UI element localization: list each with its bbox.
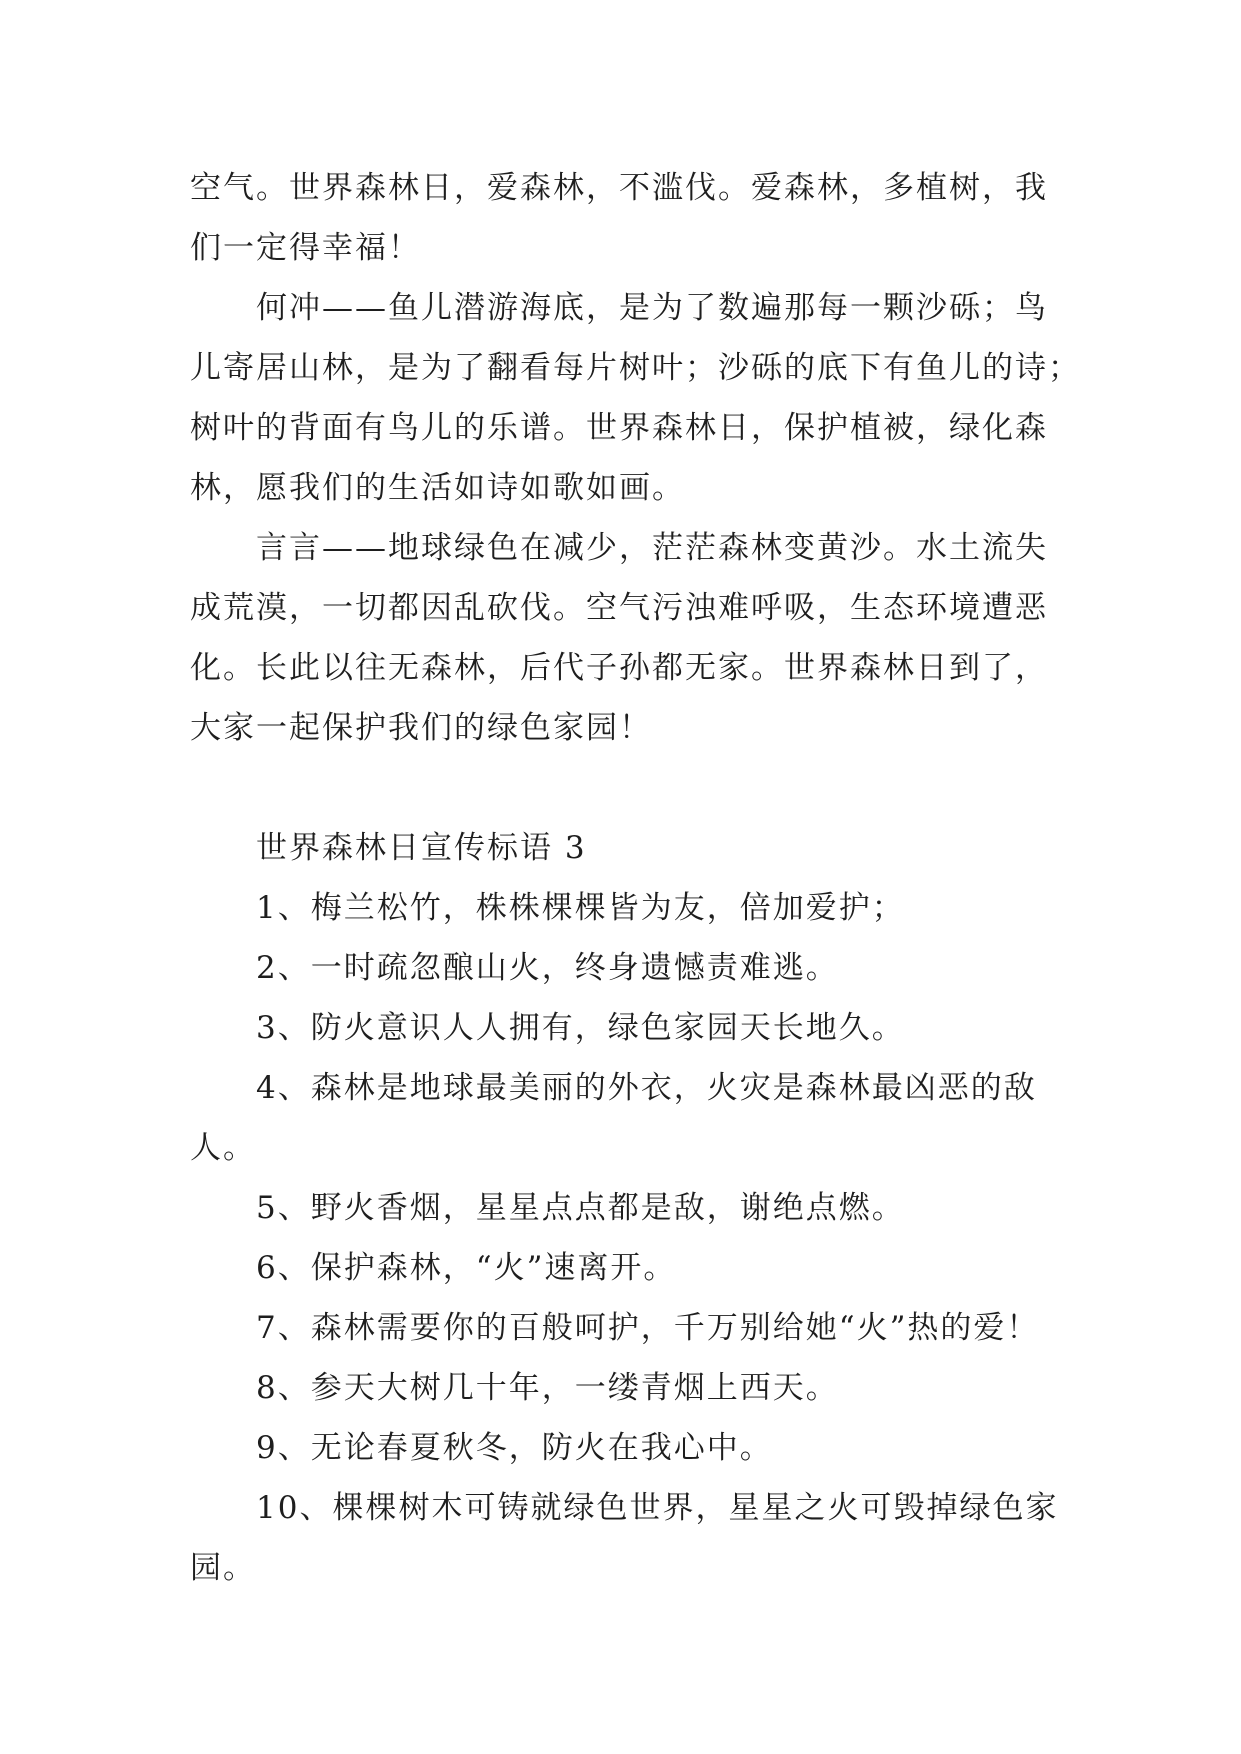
text-line: 林，愿我们的生活如诗如歌如画。 [190,470,685,506]
slogan-item: 6、保护森林，“火”速离开。 [256,1250,677,1286]
text-line: 何冲——鱼儿潜游海底，是为了数遍那每一颗沙砾；鸟 [256,290,1048,326]
slogan-item: 8、参天大树几十年，一缕青烟上西天。 [256,1370,839,1406]
slogan-item: 3、防火意识人人拥有，绿色家园天长地久。 [256,1010,905,1046]
slogan-item: 7、森林需要你的百般呵护，千万别给她“火”热的爱！ [256,1310,1040,1346]
slogan-item: 9、无论春夏秋冬，防火在我心中。 [256,1430,773,1466]
slogan-item-continuation: 园。 [190,1550,256,1586]
document-body [190,158,1081,1598]
slogan-item-continuation: 人。 [190,1130,256,1166]
slogan-item: 10、棵棵树木可铸就绿色世界，星星之火可毁掉绿色家 [256,1490,1059,1526]
section-spacer [190,758,1060,818]
section-title: 世界森林日宣传标语 3 [256,830,587,866]
slogan-item: 2、一时疏忽酿山火，终身遗憾责难逃。 [256,950,839,986]
text-line: 化。长此以往无森林，后代子孙都无家。世界森林日到了， [190,650,1048,686]
text-line: 言言——地球绿色在减少，茫茫森林变黄沙。水土流失 [256,530,1048,566]
slogan-item: 4、森林是地球最美丽的外衣，火灾是森林最凶恶的敌 [256,1070,1037,1106]
slogan-item: 5、野火香烟，星星点点都是敌，谢绝点燃。 [256,1190,905,1226]
text-line: 们一定得幸福！ [190,230,421,266]
text-line: 大家一起保护我们的绿色家园！ [190,710,652,746]
text-line: 成荒漠，一切都因乱砍伐。空气污浊难呼吸，生态环境遭恶 [190,590,1048,626]
text-line: 树叶的背面有鸟儿的乐谱。世界森林日，保护植被，绿化森 [190,410,1048,446]
slogan-item: 1、梅兰松竹，株株棵棵皆为友，倍加爱护； [256,890,905,926]
text-line: 空气。世界森林日，爱森林，不滥伐。爱森林，多植树，我 [190,170,1048,206]
text-line: 儿寄居山林，是为了翻看每片树叶；沙砾的底下有鱼儿的诗； [190,350,1081,386]
